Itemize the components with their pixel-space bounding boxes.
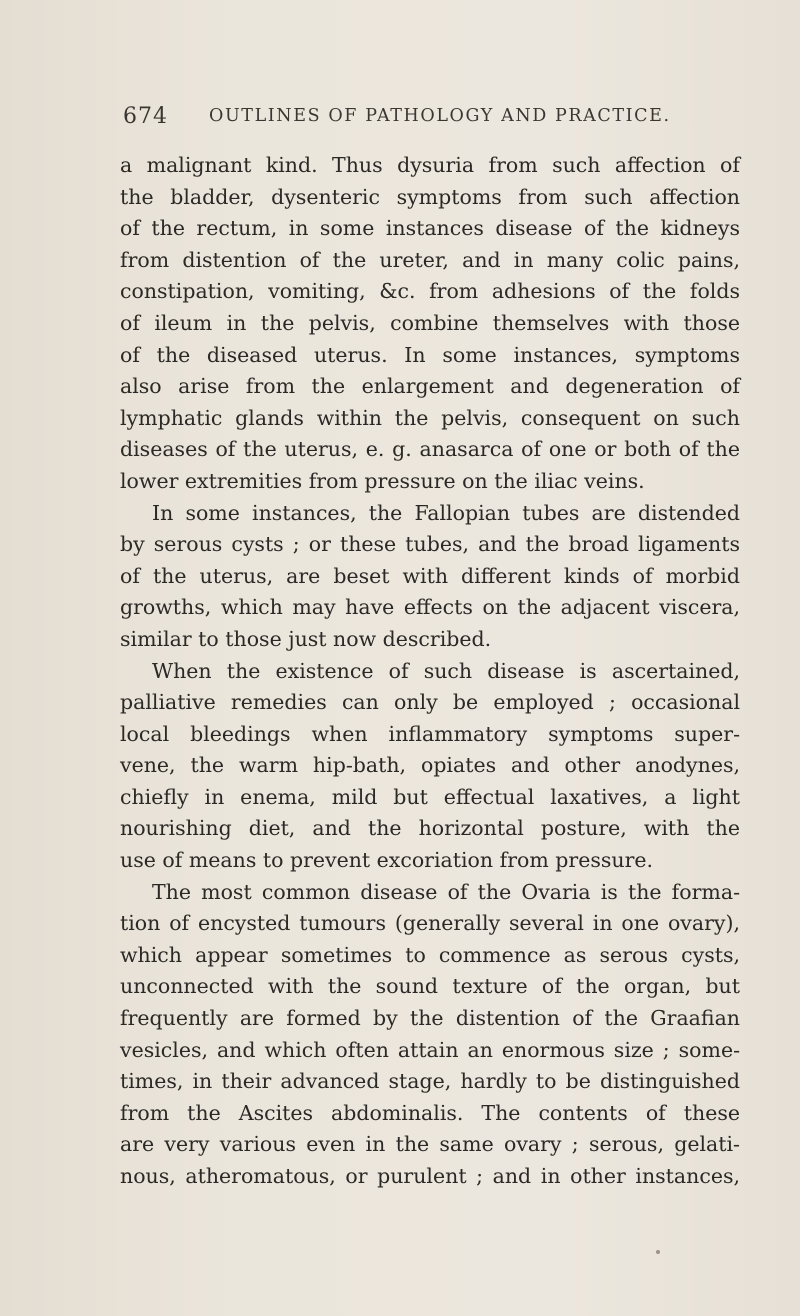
text-line: the bladder, dysenteric symptoms from such affection xyxy=(120,184,740,209)
text-line: vene, the warm hip-bath, opiates and other anodynes, xyxy=(120,753,740,778)
text-line: palliative remedies can only be employed ; occasional xyxy=(120,690,740,715)
text-line: lymphatic glands within the pelvis, consequent on such xyxy=(120,405,740,430)
text-line: vesicles, and which often attain an enormous size ; some- xyxy=(120,1037,740,1062)
text-line: of the uterus, are beset with different kinds of morbid xyxy=(120,563,740,588)
text-line: local bleedings when inflammatory symptoms super- xyxy=(120,721,740,746)
running-head: OUTLINES OF PATHOLOGY AND PRACTICE. xyxy=(209,106,671,126)
text-line: from the Ascites abdominalis. The contents of these xyxy=(120,1100,740,1125)
text-line: tion of encysted tumours (generally several in one ovary), xyxy=(120,911,740,936)
page-header xyxy=(123,104,743,136)
text-line: of the rectum, in some instances disease of the kidneys xyxy=(120,216,740,241)
text-line: constipation, vomiting, &c. from adhesions of the folds xyxy=(120,279,740,304)
text-line: use of means to prevent excoriation from pressure. xyxy=(120,848,654,873)
text-line: nourishing diet, and the horizontal posture, with the xyxy=(120,816,740,841)
text-line: The most common disease of the Ovaria is the forma- xyxy=(152,879,740,904)
text-line: of ileum in the pelvis, combine themselves with those xyxy=(120,310,740,335)
text-line: nous, atheromatous, or purulent ; and in other instances, xyxy=(120,1164,740,1188)
paper-speck xyxy=(656,1250,660,1254)
page-number: 674 xyxy=(123,104,168,129)
body-text xyxy=(120,150,740,1193)
text-line: also arise from the enlargement and degeneration of xyxy=(120,374,740,399)
text-line: When the existence of such disease is ascertained, xyxy=(152,658,740,683)
text-line: chiefly in enema, mild but effectual laxatives, a light xyxy=(120,784,740,809)
text-line: growths, which may have effects on the adjacent viscera, xyxy=(120,595,740,620)
text-line: by serous cysts ; or these tubes, and the broad ligaments xyxy=(120,532,740,557)
text-line: from distention of the ureter, and in many colic pains, xyxy=(120,247,740,272)
text-line: times, in their advanced stage, hardly to be distinguished xyxy=(120,1069,740,1094)
text-line: lower extremities from pressure on the iliac veins. xyxy=(120,468,645,493)
text-line: a malignant kind. Thus dysuria from such affection of xyxy=(120,153,740,177)
text-line: diseases of the uterus, e. g. anasarca of one or both of the xyxy=(120,437,740,462)
text-line: unconnected with the sound texture of the organ, but xyxy=(120,974,740,999)
text-line: In some instances, the Fallopian tubes are distended xyxy=(152,500,740,525)
text-line: frequently are formed by the distention of the Graafian xyxy=(120,1006,740,1031)
text-line: are very various even in the same ovary ; serous, gelati- xyxy=(120,1132,740,1157)
text-line: which appear sometimes to commence as serous cysts, xyxy=(120,942,740,967)
text-line: similar to those just now described. xyxy=(120,626,492,651)
text-line: of the diseased uterus. In some instances, symptoms xyxy=(120,342,740,367)
